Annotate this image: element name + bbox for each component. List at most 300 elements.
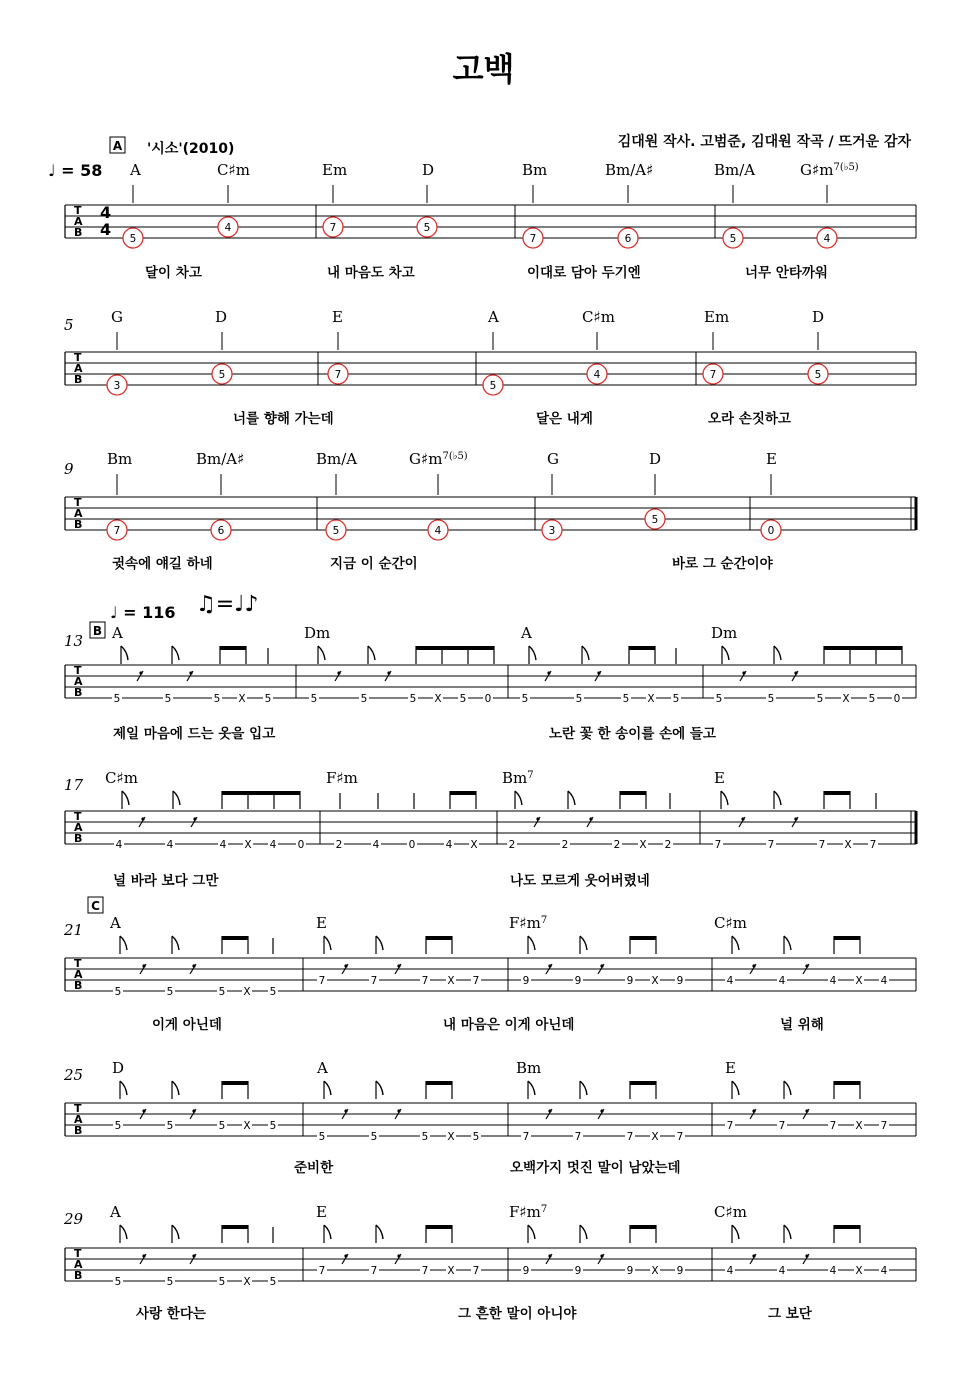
fret-number: 7 xyxy=(522,1131,530,1143)
eighth-beam xyxy=(426,1081,452,1085)
eighth-flag xyxy=(376,1225,383,1239)
tempo-marking-1: ♩ = 58 xyxy=(48,161,103,180)
eighth-beam xyxy=(426,1225,452,1229)
chord-symbol: D xyxy=(812,308,825,326)
chord-symbol: G xyxy=(111,308,123,326)
fret-number: 7 xyxy=(318,975,326,987)
rest-dot xyxy=(337,671,340,674)
fret-number: 5 xyxy=(868,693,876,705)
eighth-beam xyxy=(620,791,646,795)
fret-number: 7 xyxy=(529,233,537,245)
fret-number: 2 xyxy=(664,839,672,851)
fret-number: 0 xyxy=(297,839,305,851)
rest-dot xyxy=(547,671,550,674)
eighth-flag xyxy=(120,1081,127,1095)
chord-symbol: $G♯m^{7(♭5)}$ xyxy=(409,450,468,468)
fret-number: 9 xyxy=(676,1265,684,1277)
fret-number: 5 xyxy=(218,369,226,381)
fret-number: X xyxy=(243,1120,251,1132)
eighth-flag xyxy=(774,791,781,805)
tab-clef-letter: T xyxy=(74,1247,82,1260)
rest-dot xyxy=(141,817,144,820)
tab-clef-letter: A xyxy=(74,507,83,520)
chord-symbol: A xyxy=(488,308,499,326)
fret-number: 4 xyxy=(434,525,442,537)
fret-number: 5 xyxy=(360,693,368,705)
eighth-flag xyxy=(580,1225,587,1239)
tab-clef-letter: B xyxy=(74,979,83,992)
rest-dot xyxy=(805,1254,808,1257)
fret-number: 5 xyxy=(114,986,122,998)
fret-number: 5 xyxy=(114,1120,122,1132)
credits: 김대원 작사. 고범준, 김대원 작곡 / 뜨거운 감자 xyxy=(617,134,911,150)
rest-dot xyxy=(397,1109,400,1112)
eighth-beam xyxy=(426,936,452,940)
chord-symbol: C♯m xyxy=(714,914,747,932)
fret-number: 5 xyxy=(332,525,340,537)
fret-number: 5 xyxy=(489,380,497,392)
fret-number: 4 xyxy=(219,839,227,851)
chord-symbol: A xyxy=(317,1059,328,1077)
fret-number: 5 xyxy=(622,693,630,705)
fret-number: X xyxy=(238,693,246,705)
fret-number: X xyxy=(243,1276,251,1288)
fret-number: 9 xyxy=(522,1265,530,1277)
rest-dot xyxy=(142,1254,145,1257)
tab-clef-letter: T xyxy=(74,1102,82,1115)
tab-clef-letter: A xyxy=(74,362,83,375)
eighth-flag xyxy=(376,936,383,950)
eighth-flag xyxy=(318,646,325,660)
fret-number: 5 xyxy=(651,514,659,526)
fret-number: 5 xyxy=(114,1276,122,1288)
lyric-line: 나도 모르게 웃어버렸네 xyxy=(510,873,650,889)
fret-number: X xyxy=(470,839,478,851)
eighth-flag xyxy=(528,936,535,950)
tab-clef-letter: T xyxy=(74,810,82,823)
fret-number: 2 xyxy=(508,839,516,851)
fret-number: 5 xyxy=(318,1131,326,1143)
fret-number: 5 xyxy=(423,222,431,234)
lyric-line: 내 마음은 이게 아닌데 xyxy=(443,1017,575,1033)
fret-number: X xyxy=(651,1131,659,1143)
fret-number: 5 xyxy=(370,1131,378,1143)
chord-symbol: A xyxy=(112,624,123,642)
chord-symbol: E xyxy=(766,450,777,468)
rest-dot xyxy=(548,964,551,967)
fret-number: 7 xyxy=(472,1265,480,1277)
eighth-beam xyxy=(222,1081,248,1085)
fret-number: 9 xyxy=(626,975,634,987)
chord-symbol: E xyxy=(332,308,343,326)
chord-symbol: D xyxy=(112,1059,125,1077)
measure-number: 13 xyxy=(64,632,84,650)
lyric-line: 이게 아닌데 xyxy=(152,1017,222,1033)
chord-symbol: $F♯m^7$ xyxy=(509,914,548,932)
fret-number: 9 xyxy=(522,975,530,987)
eighth-flag xyxy=(721,791,728,805)
fret-number: 5 xyxy=(715,693,723,705)
measure-number: 17 xyxy=(64,776,84,794)
rest-dot xyxy=(741,817,744,820)
fret-number: 9 xyxy=(626,1265,634,1277)
fret-number: X xyxy=(651,975,659,987)
rest-dot xyxy=(397,1254,400,1257)
chord-symbol: A xyxy=(110,914,121,932)
fret-number: 4 xyxy=(593,369,601,381)
lyric-line: 널 위해 xyxy=(780,1017,824,1033)
fret-number: 7 xyxy=(370,975,378,987)
song-title: 고백 xyxy=(452,50,515,88)
eighth-flag xyxy=(784,1225,791,1239)
rest-dot xyxy=(387,671,390,674)
tab-clef-letter: B xyxy=(74,832,83,845)
eighth-beam xyxy=(629,646,655,650)
chord-symbol: $G♯m^{7(♭5)}$ xyxy=(800,161,859,179)
eighth-flag xyxy=(172,1225,179,1239)
eighth-flag xyxy=(172,1081,179,1095)
lyric-line: 내 마음도 차고 xyxy=(327,265,415,281)
tab-clef-letter: A xyxy=(74,215,83,228)
fret-number: 4 xyxy=(778,1265,786,1277)
fret-number: X xyxy=(434,693,442,705)
chord-symbol: Dm xyxy=(711,624,738,642)
fret-number: 7 xyxy=(880,1120,888,1132)
fret-number: 5 xyxy=(166,1276,174,1288)
tab-clef-letter: A xyxy=(74,675,83,688)
eighth-beam xyxy=(630,936,656,940)
fret-number: 5 xyxy=(814,369,822,381)
lyric-line: 오백가지 멋진 말이 남았는데 xyxy=(510,1160,681,1176)
fret-number: 5 xyxy=(166,986,174,998)
rest-dot xyxy=(536,817,539,820)
fret-number: 6 xyxy=(217,525,225,537)
tab-clef-letter: T xyxy=(74,664,82,677)
chord-symbol: Bm/A xyxy=(714,161,756,179)
lyric-line: 오라 손짓하고 xyxy=(708,411,791,427)
eighth-flag xyxy=(122,791,129,805)
fret-number: 0 xyxy=(893,693,901,705)
chord-symbol: F♯m xyxy=(326,769,358,787)
chord-symbol: A xyxy=(521,624,532,642)
eighth-flag xyxy=(580,936,587,950)
chord-symbol: E xyxy=(316,1203,327,1221)
eighth-flag xyxy=(732,1225,739,1239)
fret-number: 5 xyxy=(113,693,121,705)
tab-clef-letter: A xyxy=(74,821,83,834)
fret-number: 7 xyxy=(334,369,342,381)
rest-dot xyxy=(344,1109,347,1112)
eighth-flag xyxy=(784,1081,791,1095)
rest-dot xyxy=(344,1254,347,1257)
fret-number: 5 xyxy=(218,1120,226,1132)
fret-number: 5 xyxy=(129,233,137,245)
chord-symbol: A xyxy=(130,161,141,179)
fret-number: X xyxy=(647,693,655,705)
tab-clef-letter: B xyxy=(74,373,83,386)
fret-number: 7 xyxy=(370,1265,378,1277)
fret-number: 4 xyxy=(445,839,453,851)
fret-number: X xyxy=(639,839,647,851)
chord-symbol: G xyxy=(547,450,559,468)
fret-number: 4 xyxy=(372,839,380,851)
fret-number: 3 xyxy=(113,380,121,392)
rest-dot xyxy=(548,1109,551,1112)
eighth-flag xyxy=(120,936,127,950)
rest-dot xyxy=(189,671,192,674)
rehearsal-mark: A xyxy=(112,139,123,153)
measure-number: 25 xyxy=(64,1066,84,1084)
chord-symbol: Dm xyxy=(304,624,331,642)
fret-number: 4 xyxy=(224,222,232,234)
rest-dot xyxy=(794,671,797,674)
eighth-flag xyxy=(172,936,179,950)
measure-number: 9 xyxy=(64,460,74,478)
fret-number: 7 xyxy=(113,525,121,537)
fret-number: 7 xyxy=(421,975,429,987)
rest-dot xyxy=(752,1109,755,1112)
fret-number: 7 xyxy=(869,839,877,851)
eighth-flag xyxy=(120,1225,127,1239)
fret-number: 7 xyxy=(676,1131,684,1143)
chord-symbol: D xyxy=(422,161,435,179)
fret-number: 7 xyxy=(818,839,826,851)
rest-dot xyxy=(193,817,196,820)
eighth-beam xyxy=(220,646,246,650)
eighth-flag xyxy=(784,936,791,950)
fret-number: X xyxy=(243,986,251,998)
lyric-line: 달은 내게 xyxy=(536,411,593,427)
tab-clef-letter: B xyxy=(74,1124,83,1137)
chord-symbol: E xyxy=(725,1059,736,1077)
lyric-line: 달이 차고 xyxy=(145,265,202,281)
lyric-line: 귓속에 얘길 하네 xyxy=(112,556,213,572)
fret-number: 4 xyxy=(726,1265,734,1277)
fret-number: X xyxy=(842,693,850,705)
chord-symbol: D xyxy=(649,450,662,468)
fret-number: 9 xyxy=(574,1265,582,1277)
fret-number: X xyxy=(447,1131,455,1143)
fret-number: 7 xyxy=(709,369,717,381)
tab-clef-letter: B xyxy=(74,518,83,531)
rest-dot xyxy=(344,964,347,967)
eighth-beam xyxy=(834,1225,860,1229)
lyric-line: 제일 마음에 드는 옷을 입고 xyxy=(113,726,276,742)
tab-clef-letter: T xyxy=(74,204,82,217)
fret-number: 7 xyxy=(778,1120,786,1132)
fret-number: 5 xyxy=(409,693,417,705)
chord-symbol: $F♯m^7$ xyxy=(509,1203,548,1221)
eighth-beam xyxy=(824,791,850,795)
eighth-flag xyxy=(368,646,375,660)
lyric-line: 준비한 xyxy=(294,1160,334,1176)
eighth-flag xyxy=(121,646,128,660)
rest-dot xyxy=(192,1254,195,1257)
eighth-flag xyxy=(582,646,589,660)
rest-dot xyxy=(794,817,797,820)
fret-number: 7 xyxy=(421,1265,429,1277)
eighth-flag xyxy=(324,1225,331,1239)
rest-dot xyxy=(742,671,745,674)
eighth-beam xyxy=(450,791,476,795)
fret-number: 5 xyxy=(269,1276,277,1288)
fret-number: X xyxy=(244,839,252,851)
rest-dot xyxy=(600,964,603,967)
rest-dot xyxy=(192,1109,195,1112)
eighth-beam xyxy=(630,1081,656,1085)
chord-symbol: Bm xyxy=(516,1059,542,1077)
rest-dot xyxy=(597,671,600,674)
fret-number: 7 xyxy=(726,1120,734,1132)
tab-clef-letter: A xyxy=(74,1258,83,1271)
rest-dot xyxy=(805,964,808,967)
fret-number: 4 xyxy=(829,975,837,987)
eighth-flag xyxy=(580,1081,587,1095)
chord-symbol: Bm xyxy=(522,161,548,179)
fret-number: X xyxy=(844,839,852,851)
eighth-flag xyxy=(376,1081,383,1095)
fret-number: 5 xyxy=(575,693,583,705)
eighth-flag xyxy=(324,936,331,950)
measure-number: 21 xyxy=(64,921,84,939)
rehearsal-mark: C xyxy=(91,899,100,913)
lyric-line: 너무 안타까워 xyxy=(745,265,828,281)
eighth-flag xyxy=(732,1081,739,1095)
rest-dot xyxy=(142,1109,145,1112)
fret-number: 5 xyxy=(269,1120,277,1132)
fret-number: X xyxy=(855,975,863,987)
fret-number: X xyxy=(855,1120,863,1132)
fret-number: 5 xyxy=(310,693,318,705)
chord-symbol: D xyxy=(215,308,228,326)
eighth-flag xyxy=(324,1081,331,1095)
fret-number: 4 xyxy=(726,975,734,987)
chord-symbol: Bm/A xyxy=(316,450,358,468)
fret-number: 4 xyxy=(829,1265,837,1277)
fret-number: 4 xyxy=(823,233,831,245)
fret-number: 7 xyxy=(626,1131,634,1143)
fret-number: 2 xyxy=(335,839,343,851)
measure-number: 5 xyxy=(64,316,74,334)
eighth-beam xyxy=(834,1081,860,1085)
chord-symbol: C♯m xyxy=(582,308,615,326)
fret-number: 4 xyxy=(880,1265,888,1277)
lyric-line: 노란 꽃 한 송이를 손에 들고 xyxy=(549,726,716,742)
fret-number: 7 xyxy=(574,1131,582,1143)
fret-number: 7 xyxy=(767,839,775,851)
chord-symbol: Bm xyxy=(107,450,133,468)
tab-clef-letter: T xyxy=(74,957,82,970)
eighth-flag xyxy=(515,791,522,805)
eighth-flag xyxy=(568,791,575,805)
chord-symbol: E xyxy=(316,914,327,932)
lyric-line: 지금 이 순간이 xyxy=(330,556,418,572)
fret-number: X xyxy=(651,1265,659,1277)
chord-symbol: C♯m xyxy=(105,769,138,787)
fret-number: 7 xyxy=(318,1265,326,1277)
eighth-beam xyxy=(834,936,860,940)
fret-number: 3 xyxy=(548,525,556,537)
rest-dot xyxy=(142,964,145,967)
eighth-beam xyxy=(824,646,902,650)
fret-number: 0 xyxy=(767,525,775,537)
fret-number: X xyxy=(447,975,455,987)
fret-number: 5 xyxy=(521,693,529,705)
fret-number: 5 xyxy=(421,1131,429,1143)
tab-clef-letter: B xyxy=(74,1269,83,1282)
time-signature-bottom: 4 xyxy=(100,220,112,239)
chord-symbol: Bm/A♯ xyxy=(196,450,245,468)
lyric-line: 그 흔한 말이 아니야 xyxy=(458,1306,577,1322)
fret-number: 4 xyxy=(880,975,888,987)
rest-dot xyxy=(600,1109,603,1112)
fret-number: 4 xyxy=(166,839,174,851)
eighth-flag xyxy=(172,646,179,660)
fret-number: 5 xyxy=(672,693,680,705)
eighth-flag xyxy=(528,1225,535,1239)
eighth-flag xyxy=(722,646,729,660)
fret-number: X xyxy=(447,1265,455,1277)
chord-symbol: Em xyxy=(704,308,730,326)
tab-clef-letter: A xyxy=(74,968,83,981)
fret-number: 2 xyxy=(613,839,621,851)
fret-number: 5 xyxy=(729,233,737,245)
tempo-marking-2: ♩ = 116 xyxy=(110,603,176,622)
fret-number: 5 xyxy=(213,693,221,705)
fret-number: 2 xyxy=(561,839,569,851)
rest-dot xyxy=(752,1254,755,1257)
rest-dot xyxy=(397,964,400,967)
tab-clef-letter: T xyxy=(74,351,82,364)
fret-number: 7 xyxy=(472,975,480,987)
lyric-line: 바로 그 순간이야 xyxy=(672,556,773,572)
fret-number: 5 xyxy=(218,1276,226,1288)
tab-clef-letter: T xyxy=(74,496,82,509)
fret-number: 5 xyxy=(218,986,226,998)
rest-dot xyxy=(600,1254,603,1257)
lyric-line: 이대로 담아 두기엔 xyxy=(527,265,641,281)
lyric-line: 그 보단 xyxy=(768,1306,812,1322)
fret-number: 5 xyxy=(269,986,277,998)
album-subtitle: '시소'(2010) xyxy=(147,141,235,157)
fret-number: 5 xyxy=(767,693,775,705)
lyric-line: 사랑 한다는 xyxy=(136,1306,206,1322)
eighth-beam xyxy=(222,936,248,940)
chord-symbol: Bm/A♯ xyxy=(605,161,654,179)
rest-dot xyxy=(752,964,755,967)
tab-clef-letter: B xyxy=(74,226,83,239)
fret-number: 7 xyxy=(714,839,722,851)
fret-number: 9 xyxy=(676,975,684,987)
fret-number: 7 xyxy=(329,222,337,234)
fret-number: 6 xyxy=(624,233,632,245)
fret-number: 4 xyxy=(115,839,123,851)
tab-clef-letter: A xyxy=(74,1113,83,1126)
chord-symbol: E xyxy=(714,769,725,787)
lyric-line: 널 바라 보다 그만 xyxy=(113,873,219,889)
fret-number: 9 xyxy=(574,975,582,987)
chord-symbol: A xyxy=(110,1203,121,1221)
eighth-flag xyxy=(529,646,536,660)
fret-number: 5 xyxy=(264,693,272,705)
fret-number: 5 xyxy=(166,1120,174,1132)
fret-number: 4 xyxy=(269,839,277,851)
chord-symbol: C♯m xyxy=(217,161,250,179)
eighth-flag xyxy=(774,646,781,660)
fret-number: 5 xyxy=(164,693,172,705)
eighth-beam xyxy=(222,1225,248,1229)
eighth-flag xyxy=(732,936,739,950)
